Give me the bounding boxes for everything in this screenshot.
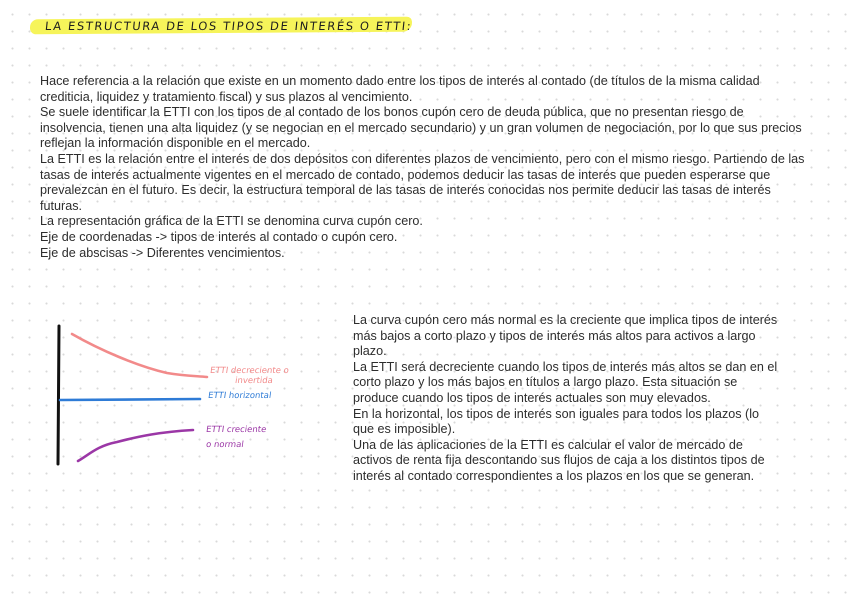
explanation-line-aplicaciones: Una de las aplicaciones de la ETTI es calcular el valor de mercado de activos de renta fija descontando sus flujos de caja a los distintos tipos de interés al contado correspondientes a los plazos en los que se generan.: [353, 437, 765, 483]
explanation-line-decreciente: La ETTI será decreciente cuando los tipos de interés más altos se dan en el corto plazo y los más bajos en títulos a largo plazo. Esta situación se produce cuando los tipos de interés actuales son muy elevados.: [353, 359, 778, 405]
label-horizontal: ETTI horizontal: [207, 391, 272, 401]
y-axis-line: [58, 326, 59, 464]
etti-sketch-graph: [45, 318, 310, 478]
intro-line-representation: La representación gráfica de la ETTI se denomina curva cupón cero.: [40, 214, 423, 229]
intro-line-definition: Hace referencia a la relación que existe en un momento dado entre los tipos de interés al contado (de títulos de la misma calidad crediticia, liquidez y tratamiento fiscal) y sus plazos al vencimiento.: [40, 74, 760, 104]
intro-line-x-axis: Eje de abscisas -> Diferentes vencimientos.: [40, 245, 285, 260]
horizontal-line: [60, 399, 200, 400]
explanation-line-horizontal: En la horizontal, los tipos de interés son iguales para todos los plazos (lo que es imposible).: [353, 406, 760, 437]
label-decreciente-2: invertida: [234, 376, 274, 386]
curve-explanation: [353, 313, 783, 485]
intro-line-identification: Se suele identificar la ETTI con los tipos de al contado de los bonos cupón cero de deuda pública, que no presentan riesgo de insolvencia, tienen una alta liquidez (y se negocian en el mercado secundario) y un gran volumen de negociación, por lo que sus precios reflejan la información disponible en el mercado.: [40, 105, 802, 151]
explanation-line-normal: La curva cupón cero más normal es la creciente que implica tipos de interés más bajos a corto plazo y tipos de interés más altos para activos a largo plazo.: [353, 313, 778, 359]
intro-line-y-axis: Eje de coordenadas -> tipos de interés al contado o cupón cero.: [40, 229, 398, 244]
page-title: [30, 14, 412, 38]
page-title-text: LA ESTRUCTURA DE LOS TIPOS DE INTERÉS O ETTI:: [44, 19, 413, 33]
label-decreciente: ETTI decreciente o: [209, 366, 290, 376]
decreciente-curve: [72, 334, 207, 377]
label-creciente: ETTI creciente: [205, 425, 267, 435]
label-creciente-2: o normal: [205, 440, 245, 450]
creciente-curve: [78, 430, 193, 461]
intro-paragraph: [40, 74, 810, 261]
intro-line-relation: La ETTI es la relación entre el interés de dos depósitos con diferentes plazos de vencimiento, pero con el mismo riesgo. Partiendo de las tasas de interés actualmente vigentes en el mercado de contado, podemos deducir las tasas de interés que pueden esperarse que prevalezcan en el futuro. Es decir, la estructura temporal de las tasas de interés conocidas nos permite deducir las tasas de interés futuras.: [40, 151, 805, 213]
